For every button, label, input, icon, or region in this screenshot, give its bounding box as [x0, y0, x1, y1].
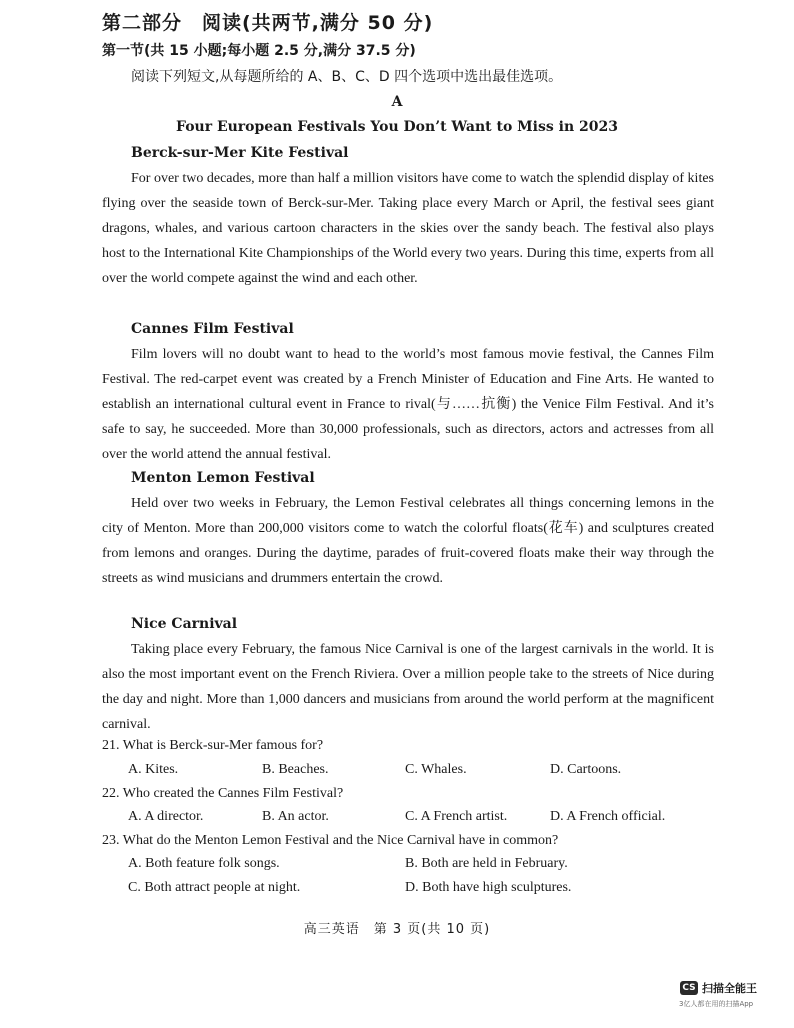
q22-option-c: C. A French artist.	[405, 809, 508, 824]
question-21: 21. What is Berck-sur-Mer famous for?	[102, 738, 324, 753]
instruction: 阅读下列短文,从每题所给的 A、B、C、D 四个选项中选出最佳选项。	[131, 69, 563, 85]
section-heading-menton: Menton Lemon Festival	[131, 470, 315, 486]
section-heading-nice: Nice Carnival	[131, 616, 238, 632]
section-text-cannes: Film lovers will no doubt want to head to the world’s most famous movie festival, the Cannes Film Festival. The red-carpet event was created by a French Minister of Education and Fine Arts. He wanted to establish an international cultural event in France to rival(与……抗衡) the Venice Film Festival. And it’s safe to say, he succeeded. More than 30,000 professionals, such as directors, actors and actresses from all over the world attend the annual festival.	[102, 347, 714, 462]
section-text-berck: For over two decades, more than half a million visitors have come to watch the splendid display of kites flying over the seaside town of Berck-sur-Mer. Taking place every March or April, the festival sees giant dragons, whales, and various cartoon characters in the skies over the sandy beach. The festival also plays host to the International Kite Championships of the World every two years. During this time, experts from all over the world compete against the wind and each other.	[102, 171, 714, 286]
part-title: 第二部分 阅读(共两节,满分 50 分)	[102, 12, 434, 34]
watermark-name: 扫描全能王	[702, 982, 757, 995]
q23-option-d: D. Both have high sculptures.	[405, 880, 572, 895]
q21-option-c: C. Whales.	[405, 762, 467, 777]
q21-option-b: B. Beaches.	[262, 762, 329, 777]
section-heading-cannes: Cannes Film Festival	[131, 321, 294, 337]
question-23: 23. What do the Menton Lemon Festival and the Nice Carnival have in common?	[102, 833, 559, 848]
q23-option-b: B. Both are held in February.	[405, 856, 568, 871]
section-title: 第一节(共 15 小题;每小题 2.5 分,满分 37.5 分)	[102, 43, 416, 59]
q21-option-a: A. Kites.	[128, 762, 179, 777]
page-footer: 高三英语 第 3 页(共 10 页)	[303, 922, 491, 937]
scanner-watermark	[680, 980, 757, 996]
watermark-subtitle: 3亿人都在用的扫描App	[679, 1000, 754, 1008]
question-22: 22. Who created the Cannes Film Festival?	[102, 786, 344, 801]
q22-option-d: D. A French official.	[550, 809, 666, 824]
camscanner-logo-icon: CS	[680, 981, 698, 995]
q21-option-d: D. Cartoons.	[550, 762, 622, 777]
q22-option-b: B. An actor.	[262, 809, 329, 824]
section-text-menton: Held over two weeks in February, the Lemon Festival celebrates all things concerning lemons in the city of Menton. More than 200,000 visitors come to watch the colorful floats(花车) and sculptures created from lemons and oranges. During the daytime, parades of fruit-covered floats make their way through the streets as wind musicians and drummers entertain the crowd.	[102, 496, 714, 586]
passage-title: Four European Festivals You Don’t Want to Miss in 2023	[176, 119, 618, 135]
q23-option-a: A. Both feature folk songs.	[128, 856, 280, 871]
section-heading-berck: Berck-sur-Mer Kite Festival	[131, 145, 349, 161]
q23-option-c: C. Both attract people at night.	[128, 880, 301, 895]
q22-option-a: A. A director.	[128, 809, 204, 824]
section-text-nice: Taking place every February, the famous Nice Carnival is one of the largest carnivals in the world. It is also the most important event on the French Riviera. Over a million people take to the streets of Nice during the day and night. More than 1,000 dancers and musicians from around the world perform at the magnificent carnival.	[102, 642, 714, 732]
passage-letter: A	[391, 94, 403, 110]
